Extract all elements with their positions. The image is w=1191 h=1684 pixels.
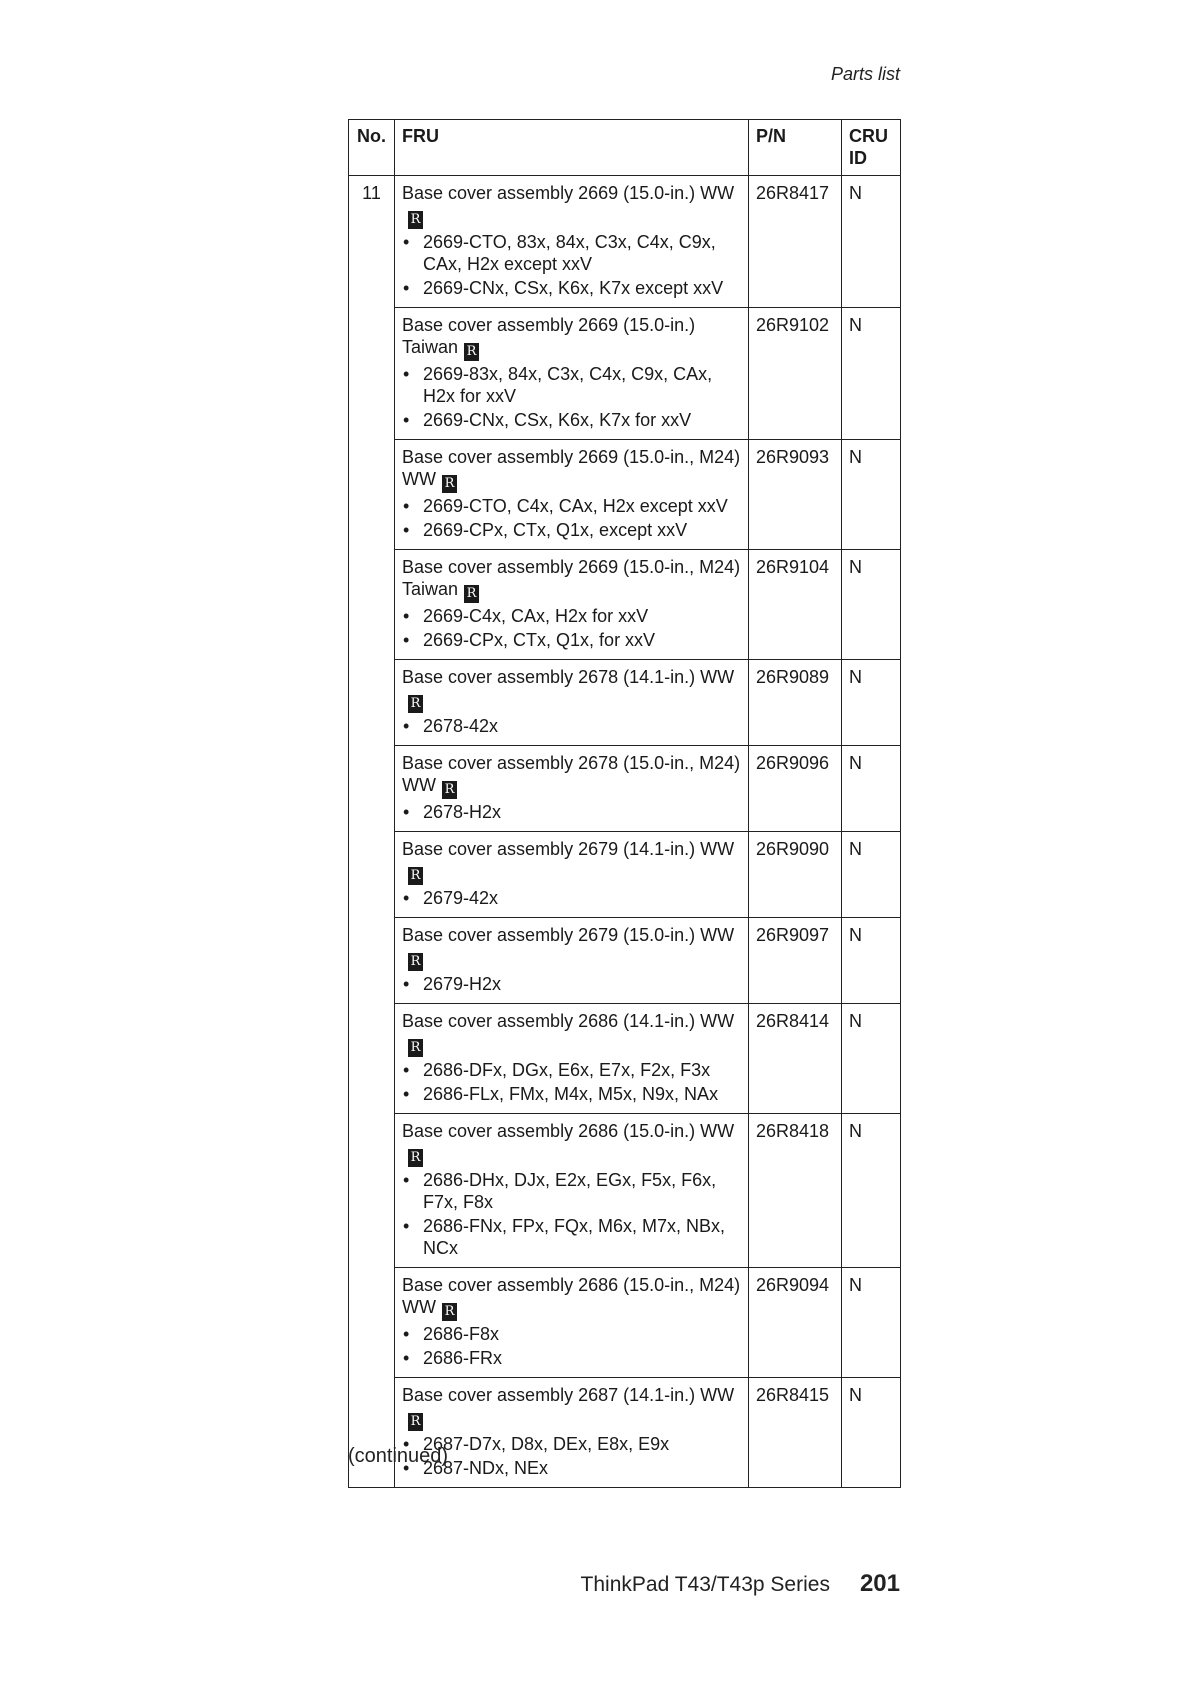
model-list-item: • 2678-H2x — [402, 801, 741, 823]
cell-cru-id: N — [842, 1004, 901, 1114]
cell-fru — [395, 832, 749, 918]
model-list-item: • 2669-83x, 84x, C3x, C4x, C9x, CAx, H2x for xxV — [402, 363, 741, 407]
page-number: 201 — [859, 1570, 900, 1597]
cell-part-number: 26R9102 — [749, 308, 842, 440]
cell-part-number: 26R9093 — [749, 440, 842, 550]
model-list-item: • 2669-CPx, CTx, Q1x, except xxV — [402, 519, 741, 541]
table-row — [349, 176, 901, 308]
fru-description: Base cover assembly 2678 (15.0-in., M24) WW — [402, 753, 741, 795]
table-header-row — [349, 120, 901, 176]
continued-note: (continued) — [348, 1445, 449, 1467]
cell-fru — [395, 918, 749, 1004]
cell-cru-id: N — [842, 176, 901, 308]
table-row — [349, 308, 901, 440]
cell-part-number: 26R8414 — [749, 1004, 842, 1114]
model-list — [402, 973, 741, 995]
running-head: Parts list — [830, 64, 900, 84]
table-row — [349, 746, 901, 832]
cell-fru — [395, 176, 749, 308]
fru-description: Base cover assembly 2669 (15.0-in., M24) Taiwan — [402, 557, 741, 599]
cell-fru — [395, 1114, 749, 1268]
model-list-item: • 2679-H2x — [402, 973, 741, 995]
cell-part-number: 26R8418 — [749, 1114, 842, 1268]
cell-part-number: 26R9094 — [749, 1268, 842, 1378]
model-list — [402, 605, 741, 651]
model-list-item: • 2686-FRx — [402, 1347, 741, 1369]
table-row — [349, 918, 901, 1004]
table-row — [349, 1268, 901, 1378]
model-list-item: • 2687-D7x, D8x, DEx, E8x, E9x — [402, 1433, 741, 1455]
rohs-mark-icon: R — [442, 475, 457, 493]
cell-no — [349, 550, 395, 660]
model-list — [402, 231, 741, 299]
header-cru-id: CRU ID — [842, 120, 901, 176]
model-list-item: • 2669-CNx, CSx, K6x, K7x except xxV — [402, 277, 741, 299]
cell-cru-id: N — [842, 1378, 901, 1488]
fru-description: Base cover assembly 2679 (15.0-in.) WW — [402, 925, 735, 945]
cell-no — [349, 308, 395, 440]
cell-no — [349, 832, 395, 918]
model-list-item: • 2686-FNx, FPx, FQx, M6x, M7x, NBx, NCx — [402, 1215, 741, 1259]
rohs-mark-icon: R — [408, 953, 423, 971]
rohs-mark-icon: R — [408, 695, 423, 713]
fru-description: Base cover assembly 2679 (14.1-in.) WW — [402, 839, 735, 859]
model-list-item: • 2686-FLx, FMx, M4x, M5x, N9x, NAx — [402, 1083, 741, 1105]
cell-no — [349, 1004, 395, 1114]
cell-fru — [395, 1378, 749, 1488]
model-list-item: • 2678-42x — [402, 715, 741, 737]
cell-fru — [395, 550, 749, 660]
model-list — [402, 495, 741, 541]
table-row — [349, 550, 901, 660]
model-list-item: • 2669-C4x, CAx, H2x for xxV — [402, 605, 741, 627]
header-no: No. — [349, 120, 395, 176]
rohs-mark-icon: R — [408, 1413, 423, 1431]
cell-fru — [395, 308, 749, 440]
cell-cru-id: N — [842, 746, 901, 832]
cell-cru-id: N — [842, 832, 901, 918]
table-row — [349, 440, 901, 550]
model-list — [402, 1059, 741, 1105]
model-list-item: • 2669-CTO, 83x, 84x, C3x, C4x, C9x, CAx, H2x except xxV — [402, 231, 741, 275]
fru-description: Base cover assembly 2686 (15.0-in., M24) WW — [402, 1275, 741, 1317]
header-fru: FRU — [395, 120, 749, 176]
model-list-item: • 2687-NDx, NEx — [402, 1457, 741, 1479]
footer-title: ThinkPad T43/T43p Series — [580, 1573, 830, 1596]
rohs-mark-icon: R — [464, 585, 479, 603]
model-list — [402, 1433, 741, 1479]
rohs-mark-icon: R — [464, 343, 479, 361]
cell-no: 11 — [349, 176, 395, 308]
cell-cru-id: N — [842, 918, 901, 1004]
fru-description: Base cover assembly 2678 (14.1-in.) WW — [402, 667, 735, 687]
model-list — [402, 715, 741, 737]
model-list — [402, 363, 741, 431]
cell-fru — [395, 660, 749, 746]
fru-description: Base cover assembly 2669 (15.0-in.) WW — [402, 183, 735, 203]
model-list — [402, 1169, 741, 1259]
cell-part-number: 26R9089 — [749, 660, 842, 746]
cell-part-number: 26R8417 — [749, 176, 842, 308]
fru-description: Base cover assembly 2687 (14.1-in.) WW — [402, 1385, 735, 1405]
table-row — [349, 1004, 901, 1114]
cell-no — [349, 440, 395, 550]
cell-part-number: 26R9097 — [749, 918, 842, 1004]
rohs-mark-icon: R — [408, 1039, 423, 1057]
cell-part-number: 26R9104 — [749, 550, 842, 660]
model-list-item: • 2669-CPx, CTx, Q1x, for xxV — [402, 629, 741, 651]
table-row — [349, 832, 901, 918]
fru-description: Base cover assembly 2686 (15.0-in.) WW — [402, 1121, 735, 1141]
cell-part-number: 26R8415 — [749, 1378, 842, 1488]
cell-no — [349, 1378, 395, 1488]
cell-fru — [395, 440, 749, 550]
cell-no — [349, 1268, 395, 1378]
cell-fru — [395, 1268, 749, 1378]
page-footer — [581, 1570, 900, 1598]
parts-table-body — [349, 176, 901, 1488]
table-row — [349, 1114, 901, 1268]
cell-no — [349, 746, 395, 832]
cell-fru — [395, 1004, 749, 1114]
cell-cru-id: N — [842, 1268, 901, 1378]
header-pn: P/N — [749, 120, 842, 176]
cell-no — [349, 660, 395, 746]
fru-description: Base cover assembly 2669 (15.0-in.) Taiwan — [402, 315, 696, 357]
rohs-mark-icon: R — [408, 1149, 423, 1167]
model-list-item: • 2669-CNx, CSx, K6x, K7x for xxV — [402, 409, 741, 431]
model-list-item: • 2686-DHx, DJx, E2x, EGx, F5x, F6x, F7x, F8x — [402, 1169, 741, 1213]
model-list-item: • 2669-CTO, C4x, CAx, H2x except xxV — [402, 495, 741, 517]
model-list — [402, 801, 741, 823]
cell-cru-id: N — [842, 660, 901, 746]
cell-cru-id: N — [842, 308, 901, 440]
model-list-item: • 2686-F8x — [402, 1323, 741, 1345]
cell-cru-id: N — [842, 1114, 901, 1268]
rohs-mark-icon: R — [408, 211, 423, 229]
cell-no — [349, 918, 395, 1004]
cell-fru — [395, 746, 749, 832]
model-list — [402, 1323, 741, 1369]
fru-description: Base cover assembly 2669 (15.0-in., M24) WW — [402, 447, 741, 489]
cell-no — [349, 1114, 395, 1268]
table-row — [349, 1378, 901, 1488]
model-list-item: • 2679-42x — [402, 887, 741, 909]
cell-cru-id: N — [842, 440, 901, 550]
rohs-mark-icon: R — [442, 1303, 457, 1321]
rohs-mark-icon: R — [442, 781, 457, 799]
cell-part-number: 26R9096 — [749, 746, 842, 832]
parts-table — [348, 119, 901, 1488]
fru-description: Base cover assembly 2686 (14.1-in.) WW — [402, 1011, 735, 1031]
table-row — [349, 660, 901, 746]
model-list-item: • 2686-DFx, DGx, E6x, E7x, F2x, F3x — [402, 1059, 741, 1081]
model-list — [402, 887, 741, 909]
cell-cru-id: N — [842, 550, 901, 660]
cell-part-number: 26R9090 — [749, 832, 842, 918]
rohs-mark-icon: R — [408, 867, 423, 885]
